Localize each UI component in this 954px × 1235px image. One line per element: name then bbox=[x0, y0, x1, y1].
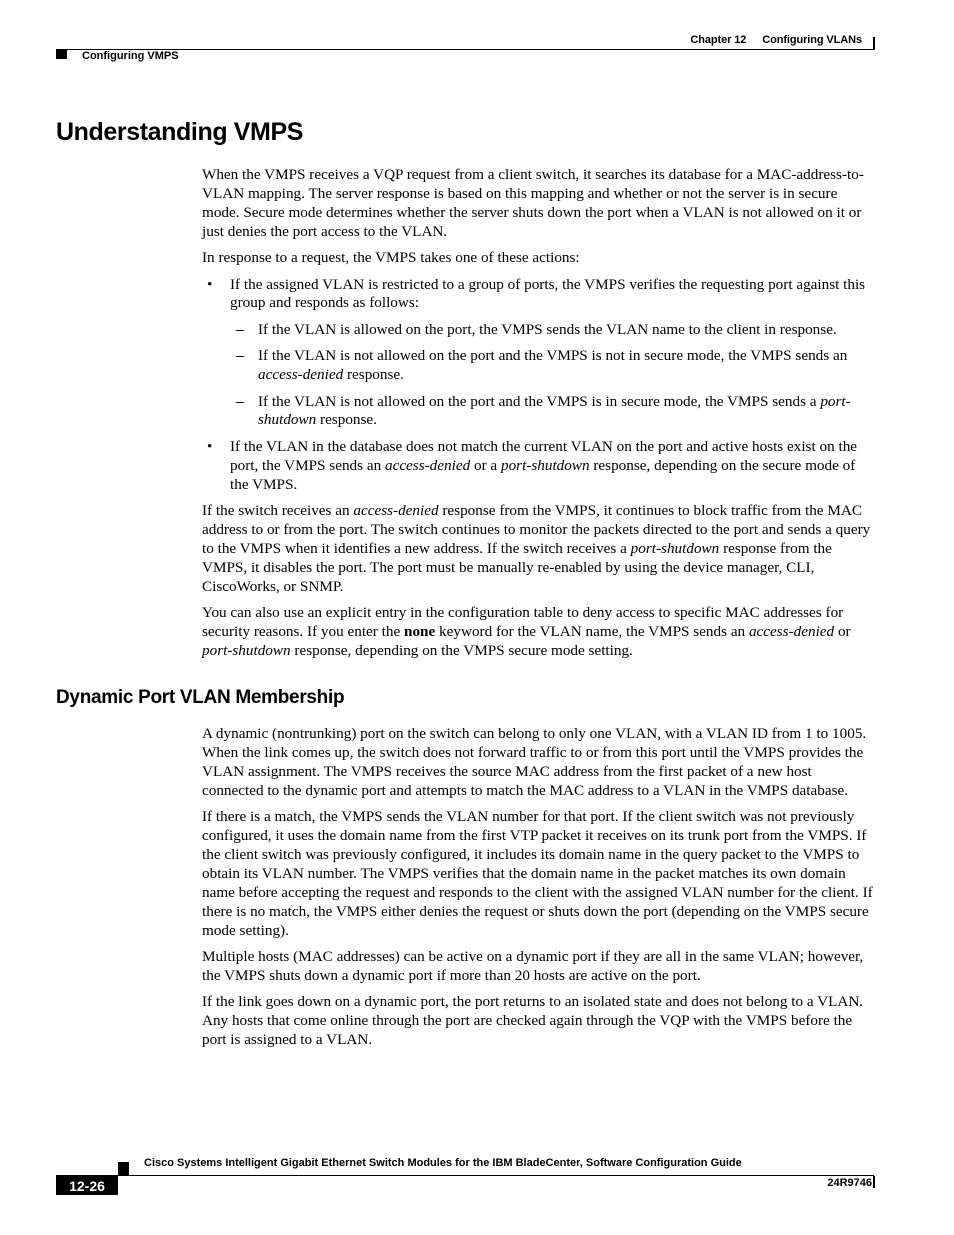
footer-rule bbox=[56, 1175, 874, 1176]
section-title: Understanding VMPS bbox=[56, 118, 303, 146]
dynamic-paragraph-4: If the link goes down on a dynamic port, the port returns to an isolated state and does not belong to a VLAN. Any hosts that come online through the port are checked again through the VQP with the VMPS before the port is assigned to a VLAN. bbox=[202, 993, 864, 1049]
term-access-denied: access-denied bbox=[353, 502, 439, 520]
section-header: Configuring VMPS bbox=[82, 50, 179, 62]
text-run: response, depending on the VMPS secure mode setting. bbox=[290, 641, 633, 659]
doc-number: 24R9746 bbox=[827, 1177, 872, 1189]
footer-tick bbox=[873, 1176, 875, 1188]
text-run: keyword for the VLAN name, the VMPS sends an bbox=[435, 623, 749, 641]
switch-response-paragraph bbox=[202, 502, 873, 597]
dash-icon: – bbox=[236, 320, 244, 338]
sub-item-text: If the VLAN is not allowed on the port and the VMPS is not in secure mode, the VMPS sends an bbox=[258, 347, 848, 365]
bullet-text-end: response, depending on the secure mode of the VMPS. bbox=[230, 456, 856, 493]
intro-paragraph: When the VMPS receives a VQP request from a client switch, it searches its database for a MAC-address-to-VLAN mapping. The server response is based on this mapping and whether or not the server is in secure mode. Secure mode determines whether the server shuts down the port when a VLAN is not allowed on it or just denies the port access to the VLAN. bbox=[202, 166, 864, 240]
sub-item-text-end: response. bbox=[316, 411, 377, 429]
bullet-text: If the assigned VLAN is restricted to a group of ports, the VMPS verifies the requesting port against this group and responds as follows: bbox=[230, 275, 866, 312]
sub-item-text: If the VLAN is not allowed on the port and the VMPS is in secure mode, the VMPS sends a bbox=[258, 392, 821, 410]
dash-icon: – bbox=[236, 347, 244, 365]
running-header bbox=[690, 34, 862, 46]
sub-list-item bbox=[230, 347, 873, 385]
sub-list bbox=[230, 321, 873, 431]
term-access-denied: access-denied bbox=[258, 366, 344, 384]
bullet-icon: • bbox=[207, 275, 213, 293]
sub-list-item bbox=[230, 393, 873, 431]
text-run: response from the VMPS, it disables the port. The port must be manually re-enabled by using the device manager, CLI, CiscoWorks, or SNMP. bbox=[202, 539, 832, 595]
sub-item-text: If the VLAN is allowed on the port, the VMPS sends the VLAN name to the client in response. bbox=[258, 320, 837, 338]
footer-book-title: Cisco Systems Intelligent Gigabit Ethernet Switch Modules for the IBM BladeCenter, Software Configuration Guide bbox=[144, 1157, 742, 1169]
body-dynamic-port bbox=[202, 725, 873, 1058]
chapter-number: Chapter 12 bbox=[690, 34, 747, 46]
term-port-shutdown: port-shutdown bbox=[258, 392, 851, 429]
body-understanding bbox=[202, 166, 873, 668]
text-run: If the switch receives an bbox=[202, 502, 354, 520]
actions-list bbox=[202, 276, 873, 495]
term-port-shutdown: port-shutdown bbox=[630, 539, 720, 557]
subsection-title: Dynamic Port VLAN Membership bbox=[56, 687, 345, 708]
list-item bbox=[202, 438, 873, 495]
bullet-text-mid: or a bbox=[470, 456, 501, 474]
explicit-entry-paragraph bbox=[202, 604, 873, 661]
bullet-text: If the VLAN in the database does not match the current VLAN on the port and active hosts exist on the port, the VMPS sends an bbox=[230, 437, 858, 474]
keyword-none: none bbox=[404, 623, 436, 641]
term-port-shutdown: port-shutdown bbox=[500, 456, 590, 474]
term-access-denied: access-denied bbox=[748, 623, 835, 641]
dynamic-paragraph-3: Multiple hosts (MAC addresses) can be active on a dynamic port if they are all in the same VLAN; however, the VMPS shuts down a dynamic port if more than 20 hosts are active on the port. bbox=[202, 947, 864, 984]
header-rule bbox=[56, 49, 874, 50]
header-block-marker bbox=[56, 50, 67, 59]
list-item bbox=[202, 276, 873, 431]
dash-icon: – bbox=[236, 392, 244, 410]
term-port-shutdown: port-shutdown bbox=[202, 641, 291, 659]
dynamic-paragraph-1: A dynamic (nontrunking) port on the switch can belong to only one VLAN, with a VLAN ID from 1 to 1005. When the link comes up, the switch does not forward traffic to or from this port until the VMPS provides the VLAN assignment. The VMPS receives the source MAC address from the first packet of a new host connected to the dynamic port and attempts to match the MAC address to a VLAN in the VMPS database. bbox=[202, 725, 867, 799]
sub-item-text-end: response. bbox=[343, 366, 404, 384]
text-run: You can also use an explicit entry in the configuration table to deny access to specific MAC addresses for security reasons. If you enter the bbox=[202, 604, 844, 641]
chapter-title: Configuring VLANs bbox=[762, 34, 862, 46]
text-run: response from the VMPS, it continues to block traffic from the MAC address to or from the port. The switch continues to monitor the packets directed to the port and sends a query to the VMPS when it identifies a new address. If the switch receives a bbox=[202, 502, 871, 557]
intro-actions-paragraph: In response to a request, the VMPS takes one of these actions: bbox=[202, 249, 580, 267]
bullet-icon: • bbox=[207, 437, 213, 455]
page-number: 12-26 bbox=[56, 1176, 118, 1195]
dynamic-paragraph-2: If there is a match, the VMPS sends the VLAN number for that port. If the client switch was not previously configured, it uses the domain name from the first VTP packet it receives on its trunk port from the VMPS. If the client switch was previously configured, it includes its domain name in the query packet to the VMPS to obtain its VLAN number. The VMPS verifies that the domain name in the packet matches its own domain name before accepting the request and responds to the client with the assigned VLAN number for the client. If there is no match, the VMPS either denies the request or shuts down the port (depending on the VMPS secure mode setting). bbox=[202, 808, 873, 939]
sub-list-item bbox=[230, 321, 873, 340]
footer-block-marker bbox=[118, 1162, 129, 1175]
term-access-denied: access-denied bbox=[384, 456, 471, 474]
text-run: or bbox=[834, 623, 851, 641]
